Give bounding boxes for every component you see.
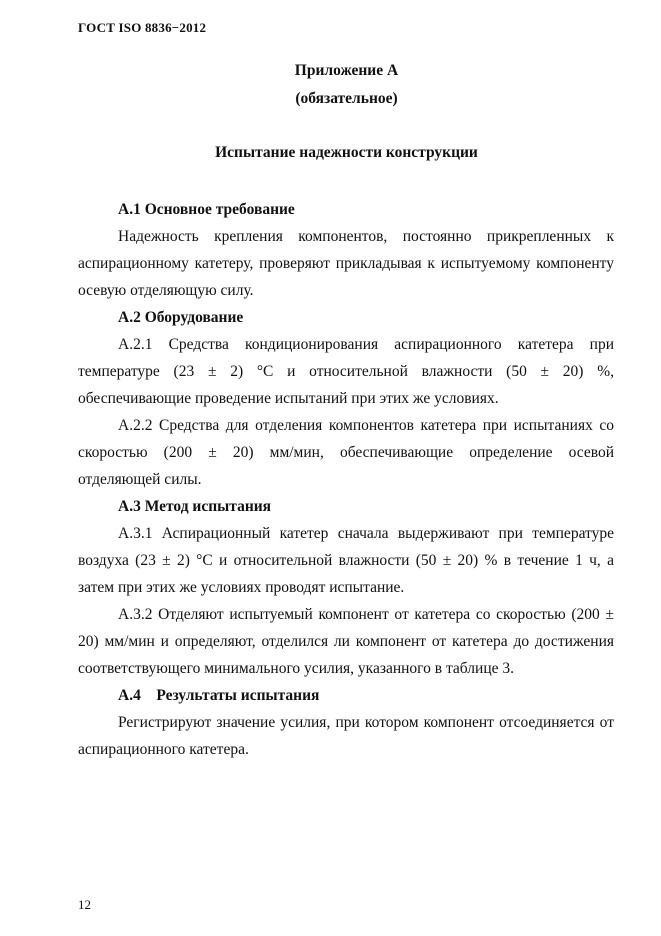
- section-heading-a4: А.4 Результаты испытания: [118, 687, 320, 704]
- annex-subtitle: (обязательное): [295, 90, 398, 107]
- paragraph-a3-1: А.3.1 Аспирационный катетер сначала выдерживают при температуре воздуха (23 ± 2) °С и относительной влажности (50 ± 20) % в течение 1 ч, а затем при этих же условиях проводят испытание.: [78, 525, 614, 596]
- paragraph-a2-2: А.2.2 Средства для отделения компонентов катетера при испытаниях со скоростью (200 ± 20) мм/мин, обеспечивающие определение осевой отделяющей силы.: [78, 417, 614, 488]
- section-heading-a1: А.1 Основное требование: [118, 201, 295, 218]
- page-number: 12: [78, 897, 91, 912]
- section-heading-a2: А.2 Оборудование: [118, 309, 244, 326]
- document-body: [78, 196, 614, 763]
- paragraph-a3-2: А.3.2 Отделяют испытуемый компонент от катетера со скоростью (200 ± 20) мм/мин и определяют, отделился ли компонент от катетера до достижения соответствующего минимального усилия, указанного в таблице 3.: [78, 606, 614, 677]
- paragraph-a1: Надежность крепления компонентов, постоянно прикрепленных к аспирационному катетеру, проверяют прикладывая к испытуемому компоненту осевую отделяющую силу.: [78, 228, 614, 299]
- paragraph-a2-1: А.2.1 Средства кондиционирования аспирационного катетера при температуре (23 ± 2) °С и относительной влажности (50 ± 20) %, обеспечивающие проведение испытаний при этих же условиях.: [78, 336, 614, 407]
- section-heading-a3: А.3 Метод испытания: [118, 498, 272, 515]
- paragraph-a4: Регистрируют значение усилия, при котором компонент отсоединяется от аспирационного катетера.: [78, 714, 614, 758]
- annex-main-title: Испытание надежности конструкции: [215, 144, 478, 161]
- annex-title: Приложение А: [294, 62, 399, 79]
- document-header: ГОСТ ISO 8836−2012: [78, 20, 207, 35]
